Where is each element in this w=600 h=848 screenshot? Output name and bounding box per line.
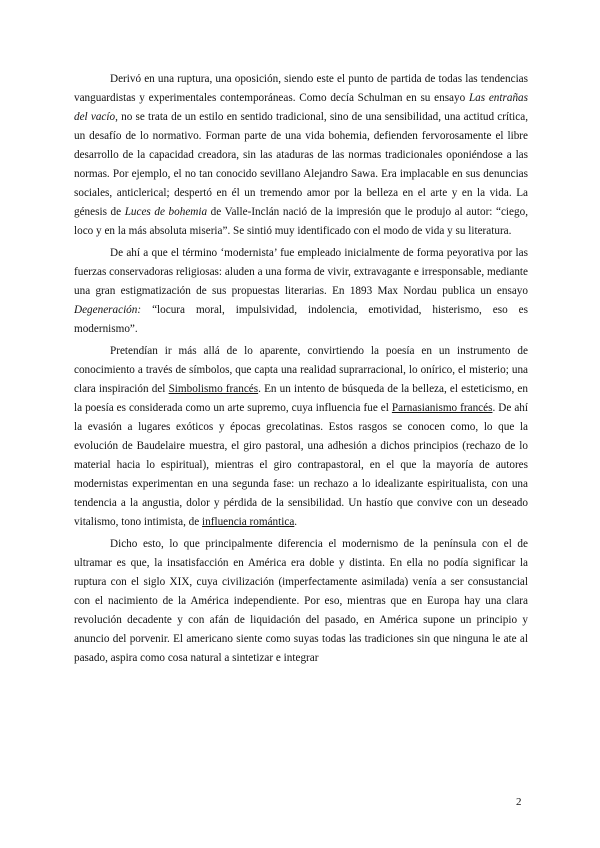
- text-run: “locura moral, impulsividad, indolencia, emotividad, histerismo, eso es modernismo”.: [74, 304, 528, 335]
- body-text: [74, 70, 528, 671]
- text-run: De ahí a que el término ‘modernista’ fue empleado inicialmente de forma peyorativa por las fuerzas conservadoras religiosas: aluden a una forma de vivir, extravagante e irresponsable, mediante una gran estigmatización de sus propuestas literarias. En 1893 Max Nordau publica un ensayo: [74, 247, 528, 297]
- text-run: .: [294, 516, 298, 528]
- text-run: . De ahí la evasión a lugares exóticos y épocas grecolatinas. Estos rasgos se conocen como, lo que la evolución de Baudelaire muestra, el giro pastoral, una adhesión a dichos principios (rechazo de lo material hacia lo espiritual), mientras el giro contrapastoral, en el que la mayoría de autores modernistas experimentan en una segunda fase: un rechazo a lo idealizante espiritualista, con una tendencia a la angustia, dolor y pérdida de la sensibilidad. Un hastío que convive con un deseado vitalismo, tono intimista, de: [74, 402, 528, 528]
- text-run: . En un intento de búsqueda de la belleza, el esteticismo, en la poesía es considerada como un arte supremo, cuya influencia fue el: [74, 383, 528, 414]
- paragraph-3: [74, 342, 528, 532]
- underlined-term: Simbolismo francés: [168, 383, 259, 395]
- paragraph-1: [74, 70, 528, 241]
- underlined-term: Parnasianismo francés: [391, 402, 493, 414]
- underlined-term: influencia romántica: [202, 516, 295, 528]
- page-number: 2: [516, 796, 522, 808]
- text-run: Pretendían ir más allá de lo aparente, convirtiendo la poesía en un instrumento de conocimiento a través de símbolos, que capta una realidad suprarracional, lo onírico, el misterio; una clara inspiración del: [74, 345, 528, 395]
- paragraph-4: [74, 535, 528, 668]
- italic-title: Luces de bohemia: [124, 206, 208, 218]
- text-run: de Valle-Inclán nació de la impresión que le produjo al autor: “ciego, loco y en la más absoluta miseria”. Se sintió muy identificado con el modo de vida y su literatura.: [74, 206, 528, 237]
- italic-title: Degeneración:: [74, 304, 142, 316]
- paragraph-2: [74, 244, 528, 339]
- text-run: Dicho esto, lo que principalmente diferencia el modernismo de la península con el de ultramar es que, la insatisfacción en América era doble y distinta. En ella no podía significar la ruptura con el siglo XIX, cuya civilización (imperfectamente asimilada) venía a ser consustancial con el nacimiento de la América independiente. Por eso, mientras que en Europa hay una clara revolución decadente y con afán de liquidación del pasado, en América supone un principio y anuncio del porvenir. El americano siente como suyas todas las tradiciones sin que ninguna le ate al pasado, aspira como cosa natural a sintetizar e integrar: [74, 538, 528, 664]
- text-run: Derivó en una ruptura, una oposición, siendo este el punto de partida de todas las tendencias vanguardistas y experimentales contemporáneas. Como decía Schulman en su ensayo: [74, 73, 528, 104]
- italic-title: Las entrañas del vacío: [74, 92, 528, 123]
- text-run: , no se trata de un estilo en sentido tradicional, sino de una sensibilidad, una actitud crítica, un desafío de lo normativo. Forman parte de una vida bohemia, defienden fervorosamente el libre desarrollo de la capacidad creadora, sin las ataduras de las normas tradicionales oponiéndose a las normas. Por ejemplo, el no tan conocido sevillano Alejandro Sawa. Era implacable en sus denuncias sociales, anticlerical; despertó en él un tremendo amor por la belleza en el arte y en la vida. La génesis de: [74, 111, 528, 218]
